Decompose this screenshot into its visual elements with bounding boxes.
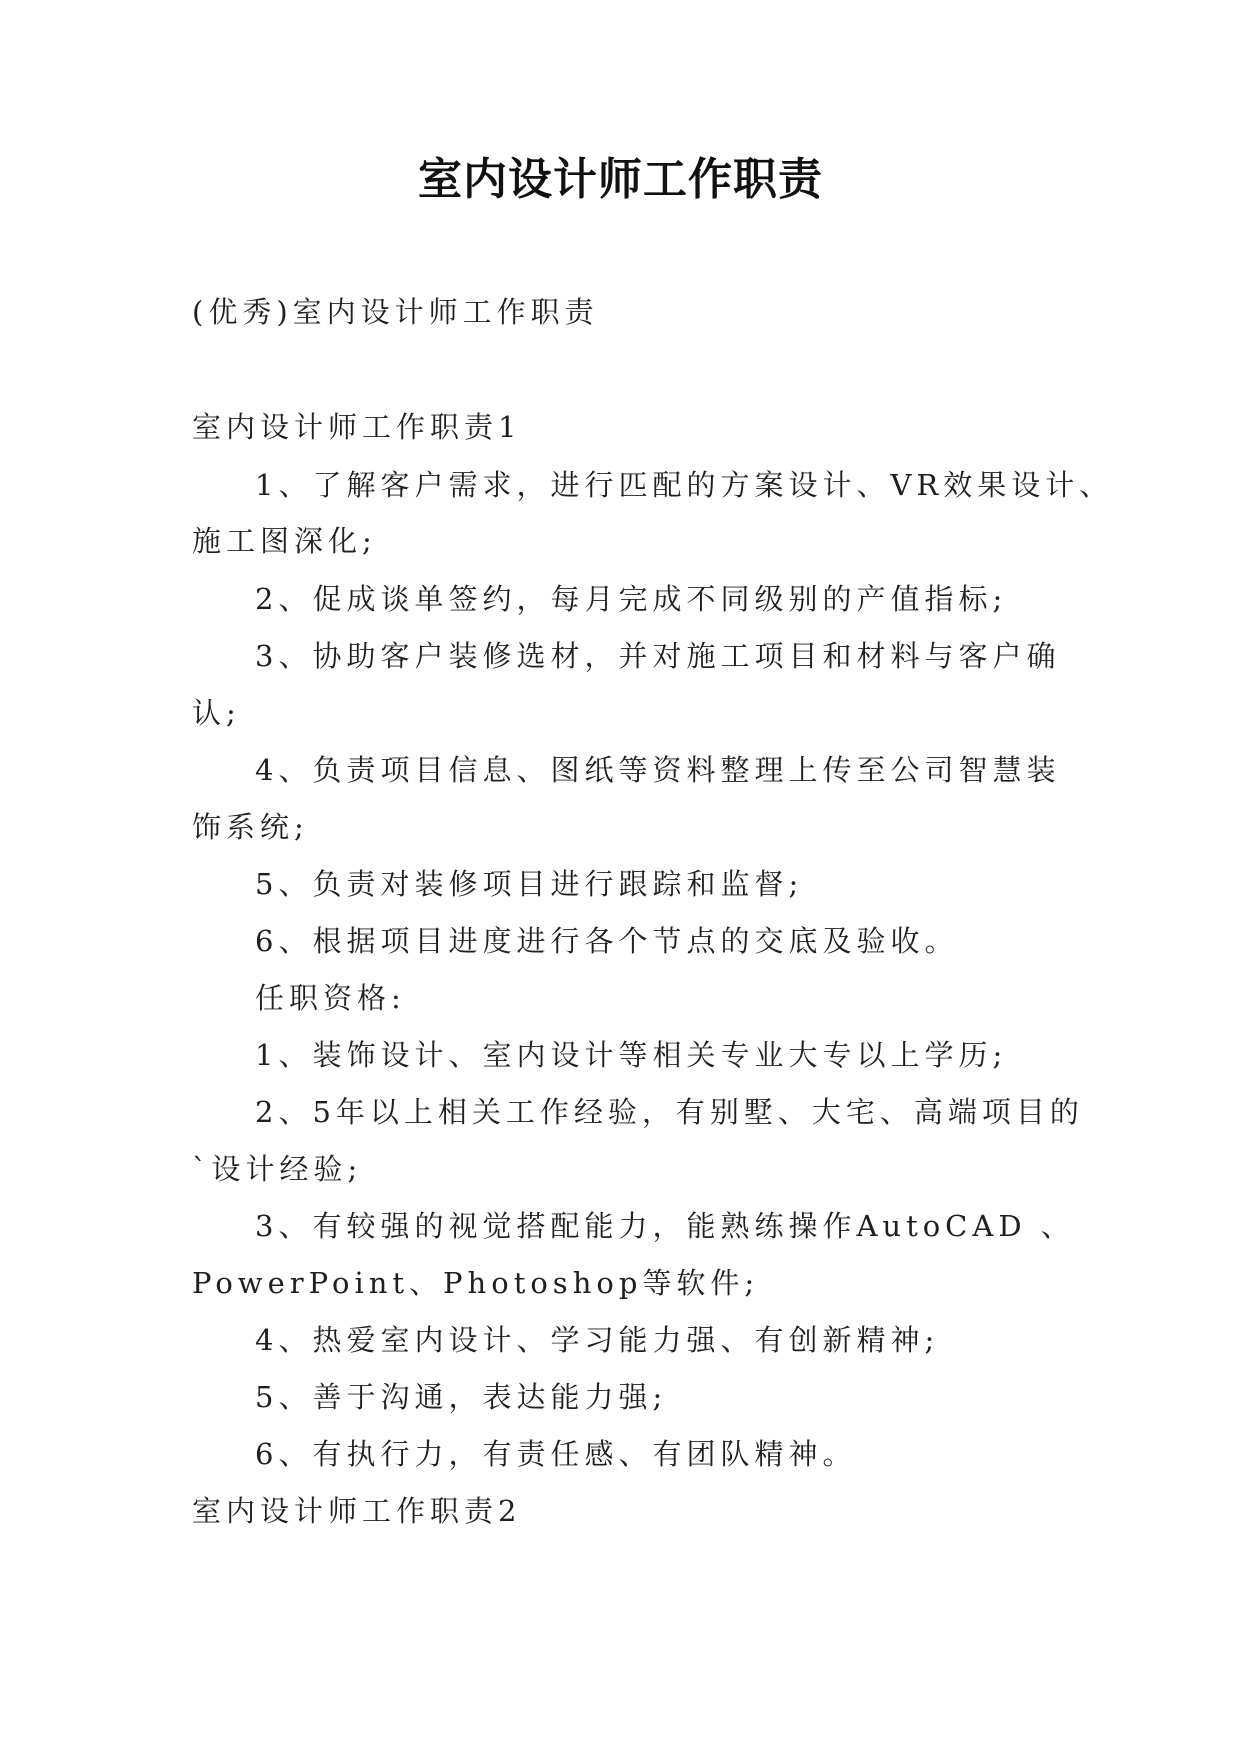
duty-item-5: 5、负责对装修项目进行跟踪和监督; [255, 867, 804, 901]
section-heading-1: 室内设计师工作职责1 [192, 410, 522, 444]
duty-item-6: 6、根据项目进度进行各个节点的交底及验收。 [255, 924, 959, 958]
qualification-item-5: 5、善于沟通，表达能力强; [255, 1380, 668, 1414]
qualifications-heading: 任职资格: [255, 981, 406, 1015]
qualification-item-2: 2、5年以上相关工作经验，有别墅、大宅、高端项目的 [255, 1095, 1084, 1129]
qualification-item-3-continued: PowerPoint、Photoshop等软件; [192, 1266, 760, 1300]
qualification-item-2-continued: `设计经验; [192, 1152, 363, 1186]
page-title: 室内设计师工作职责 [418, 154, 823, 205]
subtitle-line: (优秀)室内设计师工作职责 [192, 295, 599, 329]
duty-item-3-continued: 认; [192, 696, 241, 730]
duty-item-1: 1、了解客户需求，进行匹配的方案设计、VR效果设计、 [255, 468, 1114, 502]
qualification-item-1: 1、装饰设计、室内设计等相关专业大专以上学历; [255, 1038, 1008, 1072]
qualification-item-6: 6、有执行力，有责任感、有团队精神。 [255, 1437, 857, 1471]
duty-item-4: 4、负责项目信息、图纸等资料整理上传至公司智慧装 [255, 753, 1061, 787]
duty-item-3: 3、协助客户装修选材，并对施工项目和材料与客户确 [255, 639, 1061, 673]
section-heading-2: 室内设计师工作职责2 [192, 1494, 522, 1528]
duty-item-1-continued: 施工图深化; [192, 524, 377, 558]
duty-item-4-continued: 饰系统; [192, 810, 309, 844]
qualification-item-4: 4、热爱室内设计、学习能力强、有创新精神; [255, 1323, 940, 1357]
duty-item-2: 2、促成谈单签约，每月完成不同级别的产值指标; [255, 582, 1008, 616]
qualification-item-3: 3、有较强的视觉搭配能力，能熟练操作AutoCAD 、 [255, 1209, 1075, 1243]
